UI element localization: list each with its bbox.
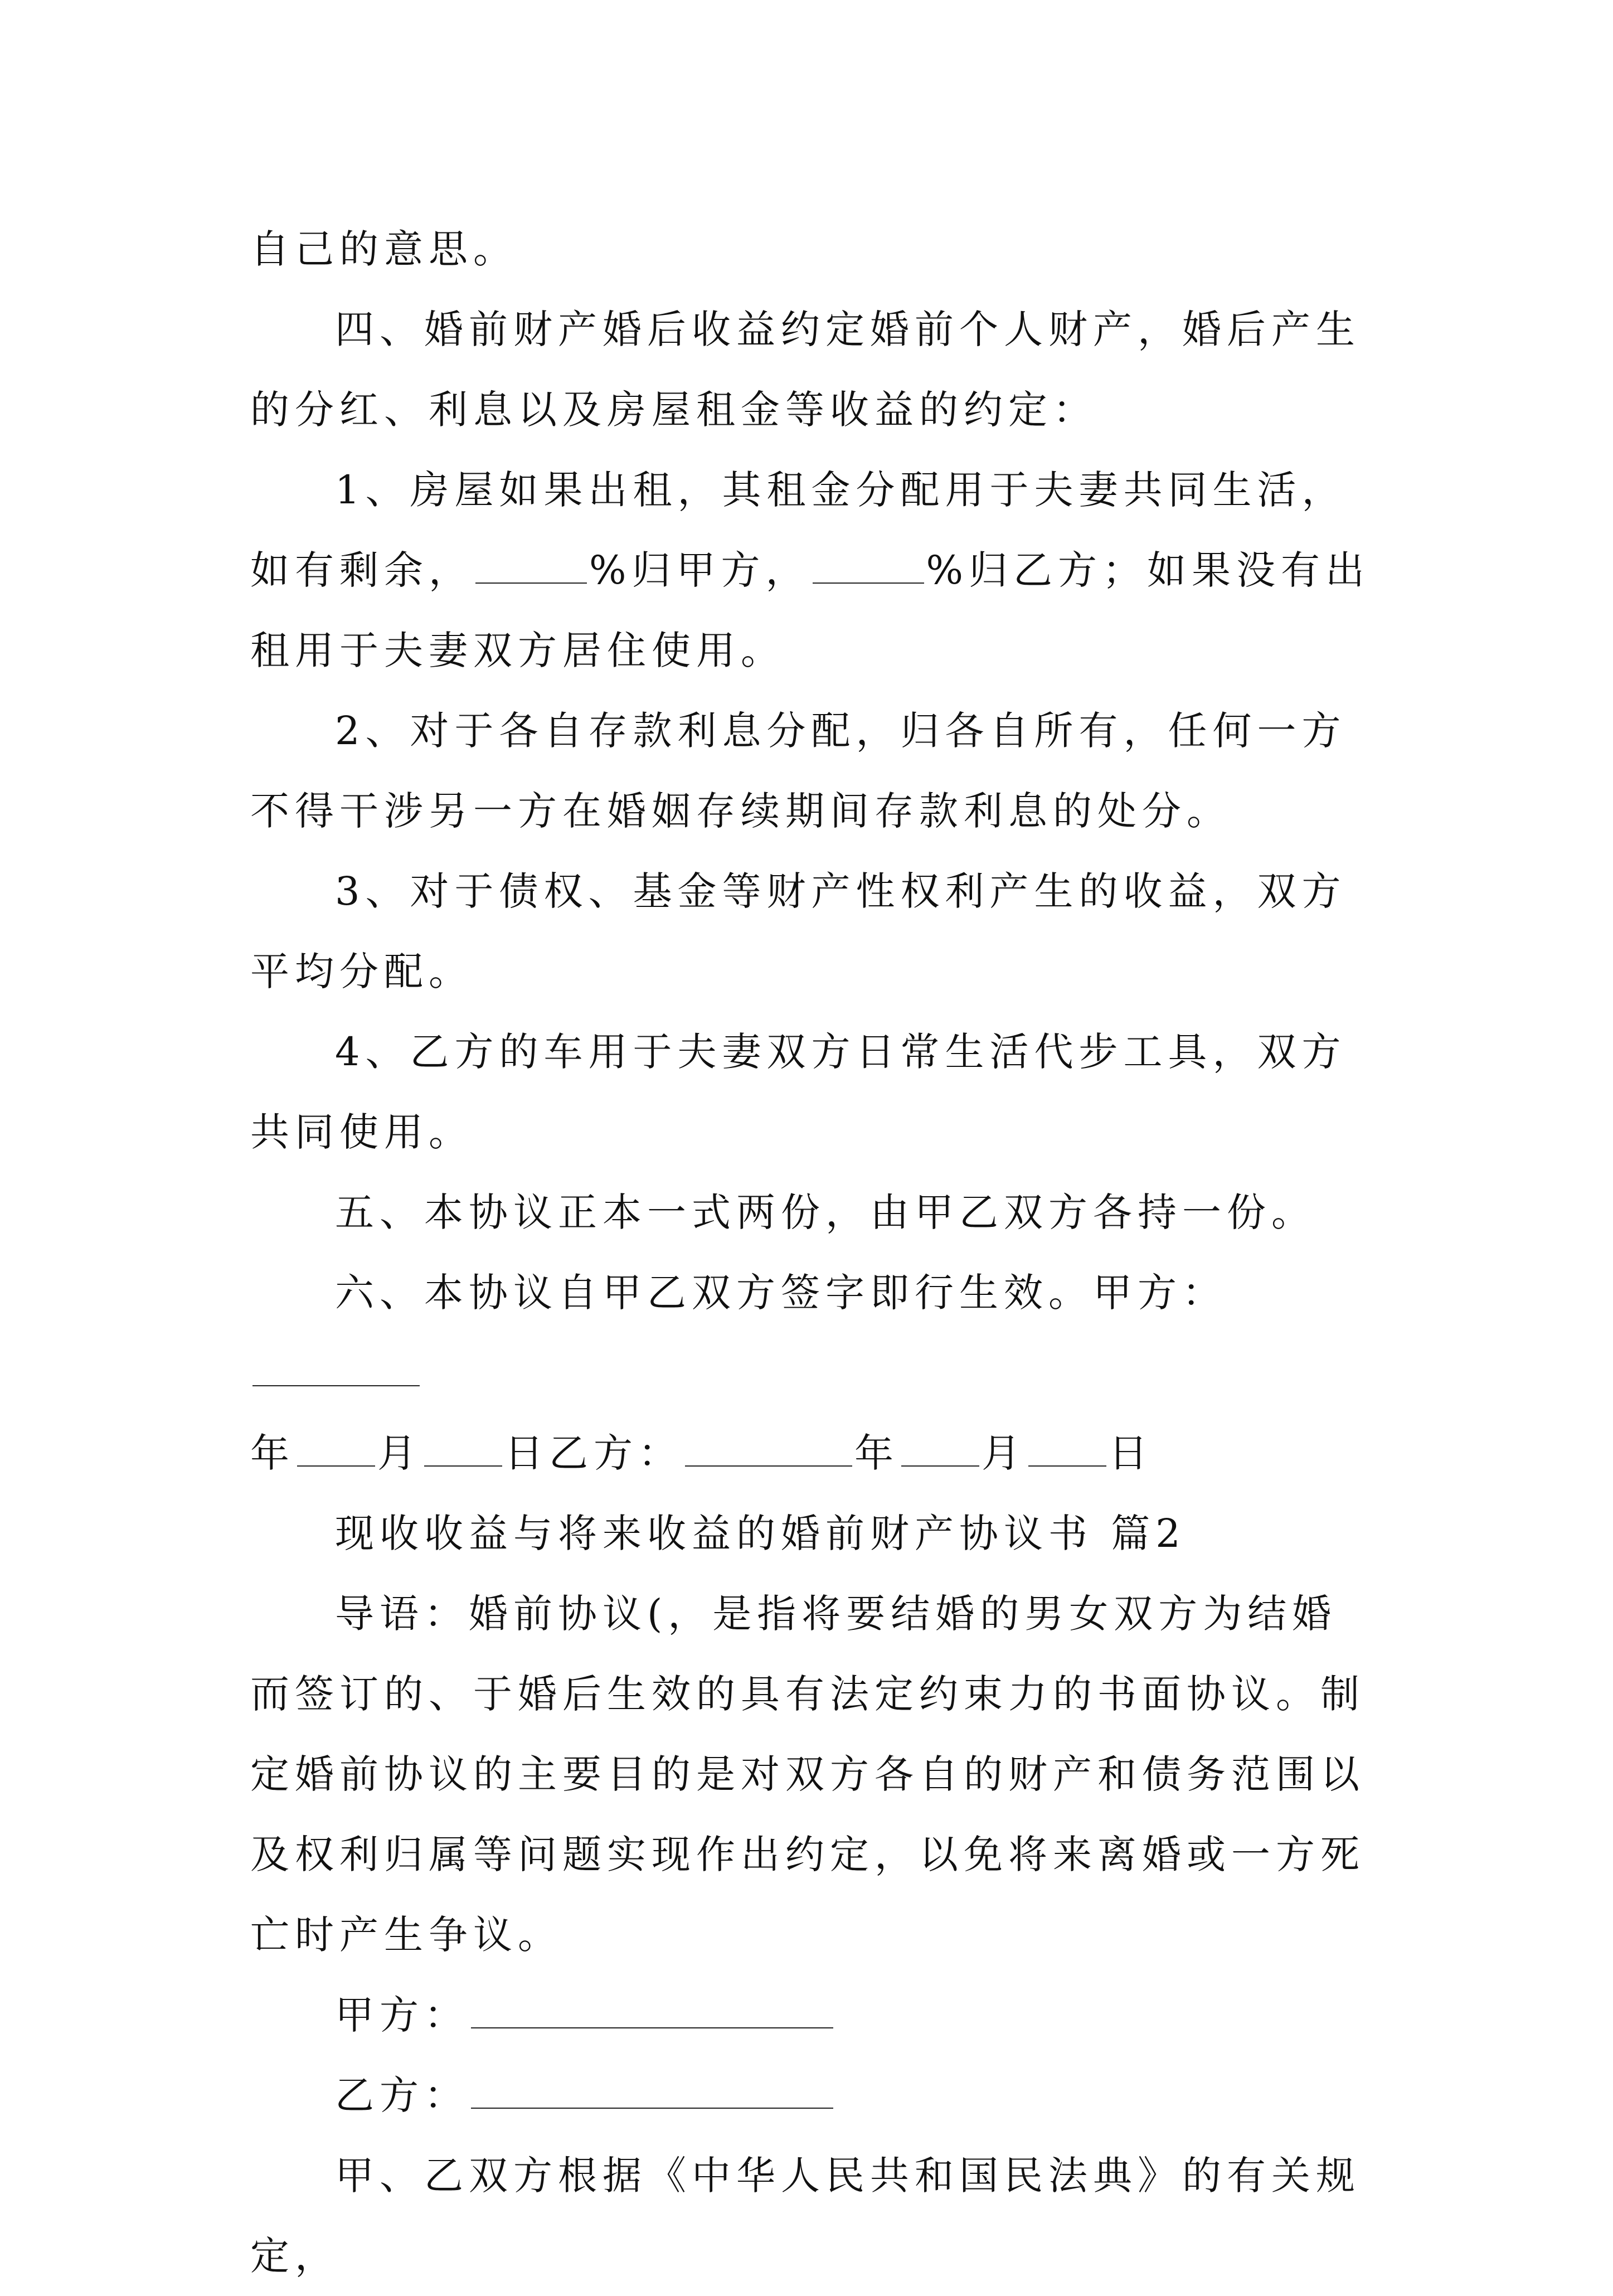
paragraph-clause-2: 2、对于各自存款利息分配，归各自所有，任何一方不得干涉另一方在婚姻存续期间存款利息的处分。 — [250, 708, 1347, 834]
date-day2-label: 日 — [1109, 1430, 1153, 1476]
document-body — [250, 209, 1376, 2296]
party-b-label: 乙方： — [335, 2072, 469, 2118]
party-a-label: 甲方： — [335, 1992, 469, 2038]
section-title-part-2: 现收收益与将来收益的婚前财产协议书 篇2 — [335, 1511, 1186, 1556]
party-a-name-blank — [471, 1988, 833, 2028]
paragraph-clause-4: 4、乙方的车用于夫妻双方日常生活代步工具，双方共同使用。 — [250, 1029, 1347, 1155]
signature-date-line — [250, 1413, 1376, 1493]
month-blank — [424, 1426, 502, 1467]
paragraph-continuation: 自己的意思。 — [250, 226, 518, 272]
party-b-name-blank — [471, 2069, 833, 2109]
paragraph-clause-1 — [250, 450, 1376, 691]
party-a-signature-blank — [252, 1346, 420, 1386]
year-blank — [297, 1426, 375, 1467]
paragraph-section-four: 四、婚前财产婚后收益约定婚前个人财产，婚后产生的分红、利息以及房屋租金等收益的约定： — [250, 307, 1361, 433]
month2-blank — [1028, 1426, 1106, 1467]
year2-blank — [901, 1426, 979, 1467]
party-b-signature-blank — [685, 1426, 852, 1467]
section-six-text: 六、本协议自甲乙双方签字即行生效。甲方： — [335, 1270, 1227, 1316]
paragraph-section-five: 五、本协议正本一式两份，由甲乙双方各持一份。 — [335, 1190, 1316, 1235]
clause-1-text-a: 1、房屋如果出租，其租金分配用于夫妻共同生活，如有剩余， — [250, 467, 1347, 593]
paragraph-section-six — [250, 1253, 1376, 1413]
date-year2-label: 年 — [854, 1430, 899, 1476]
date-year-label: 年 — [250, 1430, 295, 1476]
paragraph-introduction: 导语：婚前协议(，是指将要结婚的男女双方为结婚而签订的、于婚后生效的具有法定约束力的书面协议。制定婚前协议的主要目的是对双方各自的财产和债务范围以及权利归属等问题实现作出约定，以免将来离婚或一方死亡时产生争议。 — [250, 1591, 1365, 1958]
percent-blank-party-a — [475, 543, 587, 584]
clause-1-text-b: %归甲方， — [589, 547, 810, 593]
paragraph-legal-basis: 甲、乙双方根据《中华人民共和国民法典》的有关规定， — [250, 2153, 1361, 2279]
date-month-label: 月 — [377, 1430, 422, 1476]
percent-blank-party-b — [813, 543, 924, 584]
party-a-line — [250, 1975, 1376, 2055]
paragraph-clause-3: 3、对于债权、基金等财产性权利产生的收益，双方平均分配。 — [250, 868, 1347, 994]
date-day-party-b-label: 日乙方： — [504, 1430, 683, 1476]
party-b-line — [250, 2055, 1376, 2135]
clause-1-text-c: %归乙方；如果没有出租用于夫妻双方居住使用。 — [250, 547, 1371, 673]
date-month2-label: 月 — [982, 1430, 1026, 1476]
